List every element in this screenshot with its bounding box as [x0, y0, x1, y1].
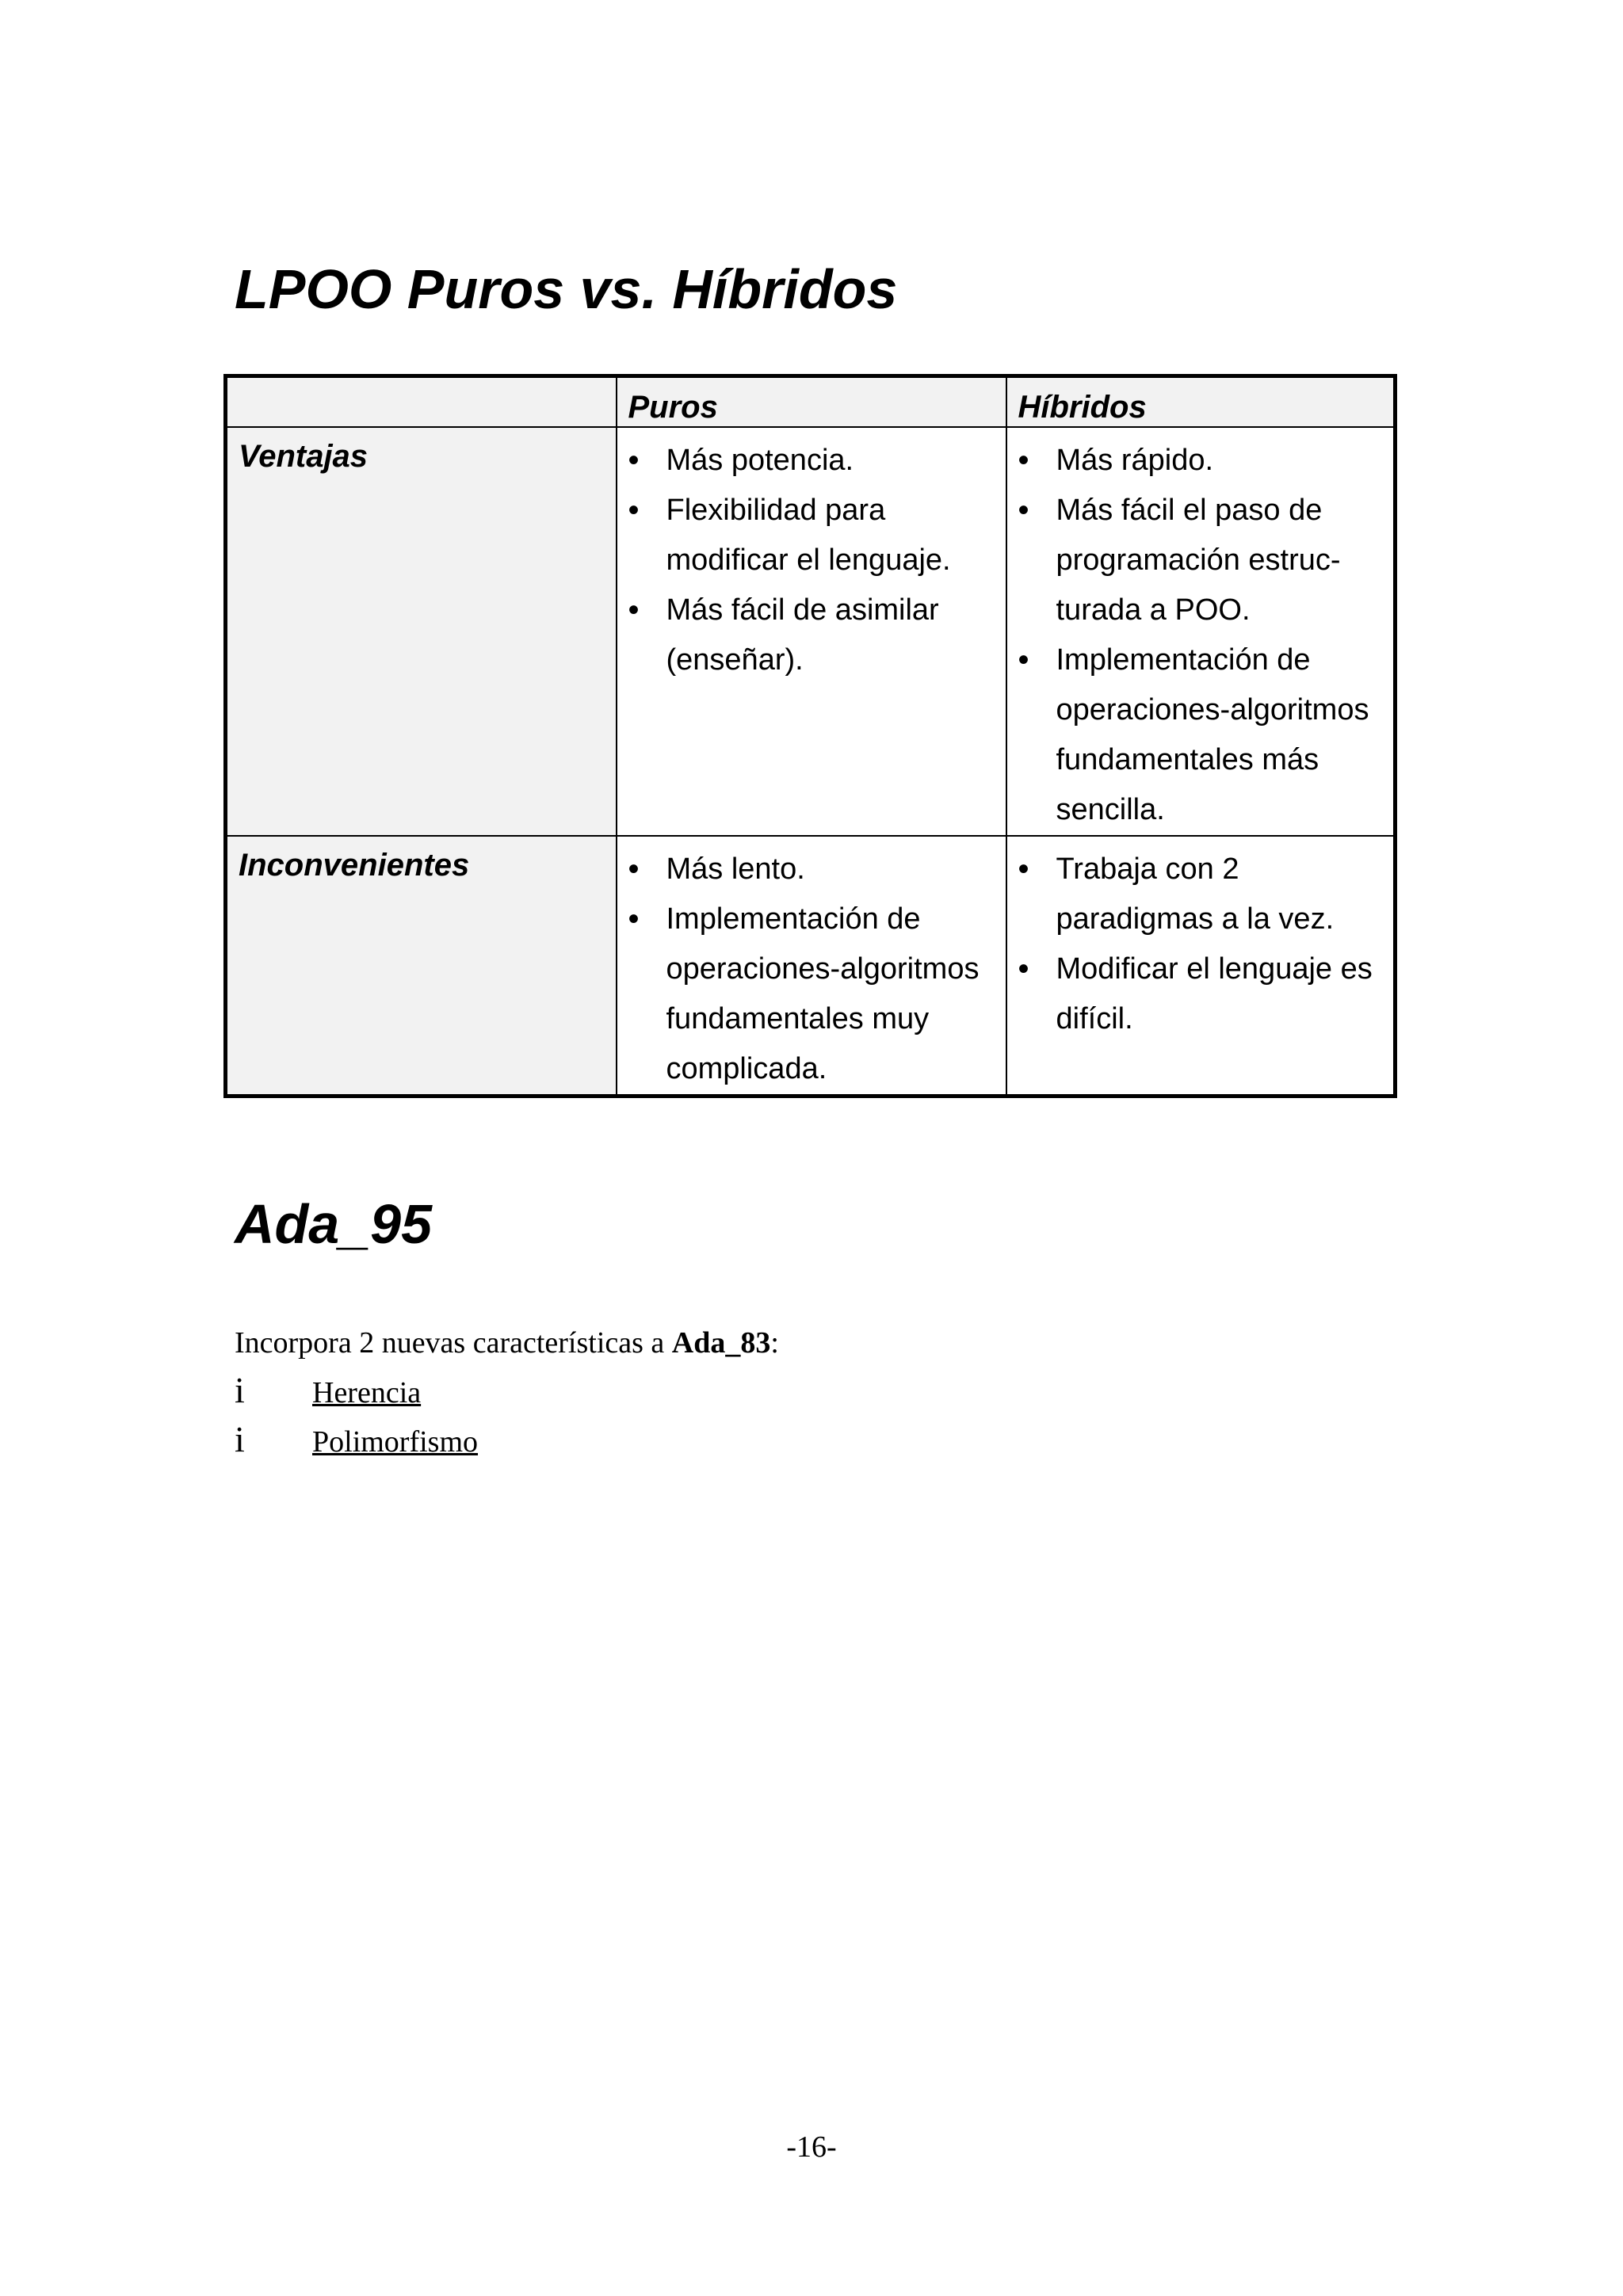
intro-paragraph — [235, 1328, 779, 1358]
list-item: • Implementación de operaciones-algoritmos fundamentales muy complicada. — [617, 894, 990, 1094]
ventajas-hibridos-cell — [1006, 427, 1396, 836]
bullet-mark: i — [235, 1419, 245, 1459]
list-item: • Más lento. — [617, 845, 990, 894]
inconvenientes-hibridos-cell — [1006, 836, 1396, 1097]
ventajas-puros-cell — [617, 427, 1006, 836]
header-hibridos: Híbridos — [1006, 376, 1396, 427]
intro-colon: : — [770, 1326, 779, 1360]
list-item: • Modificar el lenguaje es difícil. — [1007, 944, 1378, 1044]
intro-text: Incorpora 2 nuevas características a — [235, 1326, 672, 1360]
list-item: • Más rápido. — [1007, 436, 1378, 486]
list-item: • Flexibilidad para modificar el lenguaje. — [617, 486, 990, 585]
section-title-ada95: Ada_95 — [235, 1193, 433, 1255]
table-row-ventajas — [226, 427, 1396, 836]
feature-item — [235, 1418, 478, 1460]
feature-link-herencia[interactable]: Herencia — [312, 1376, 422, 1409]
inconvenientes-puros-cell — [617, 836, 1006, 1097]
header-empty — [226, 376, 617, 427]
list-item: • Más potencia. — [617, 436, 990, 486]
feature-link-polimorfismo[interactable]: Polimorfismo — [312, 1425, 479, 1459]
feature-item — [235, 1369, 421, 1411]
comparison-table — [223, 374, 1397, 1098]
ventajas-hibridos-list — [1007, 436, 1378, 835]
table-header-row — [226, 376, 1396, 427]
list-item: • Más fácil de asimilar (enseñar). — [617, 585, 990, 685]
ventajas-puros-list — [617, 436, 990, 685]
table-row-inconvenientes — [226, 836, 1396, 1097]
inconvenientes-puros-list — [617, 845, 990, 1094]
row-label-inconvenientes: Inconvenientes — [226, 836, 617, 1097]
section-title-lpoo: LPOO Puros vs. Híbridos — [235, 258, 898, 320]
row-label-ventajas: Ventajas — [226, 427, 617, 836]
intro-bold-term: Ada_83 — [671, 1326, 771, 1360]
inconvenientes-hibridos-list — [1007, 845, 1378, 1044]
header-puros: Puros — [617, 376, 1006, 427]
bullet-mark: i — [235, 1370, 245, 1410]
list-item: • Más fácil el paso de programación estruc- turada a POO. — [1007, 486, 1378, 635]
list-item: • Trabaja con 2 paradigmas a la vez. — [1007, 845, 1378, 944]
page-number: -16- — [786, 2130, 837, 2164]
list-item: • Implementación de operaciones-algoritmos fundamentales más sencilla. — [1007, 635, 1378, 835]
